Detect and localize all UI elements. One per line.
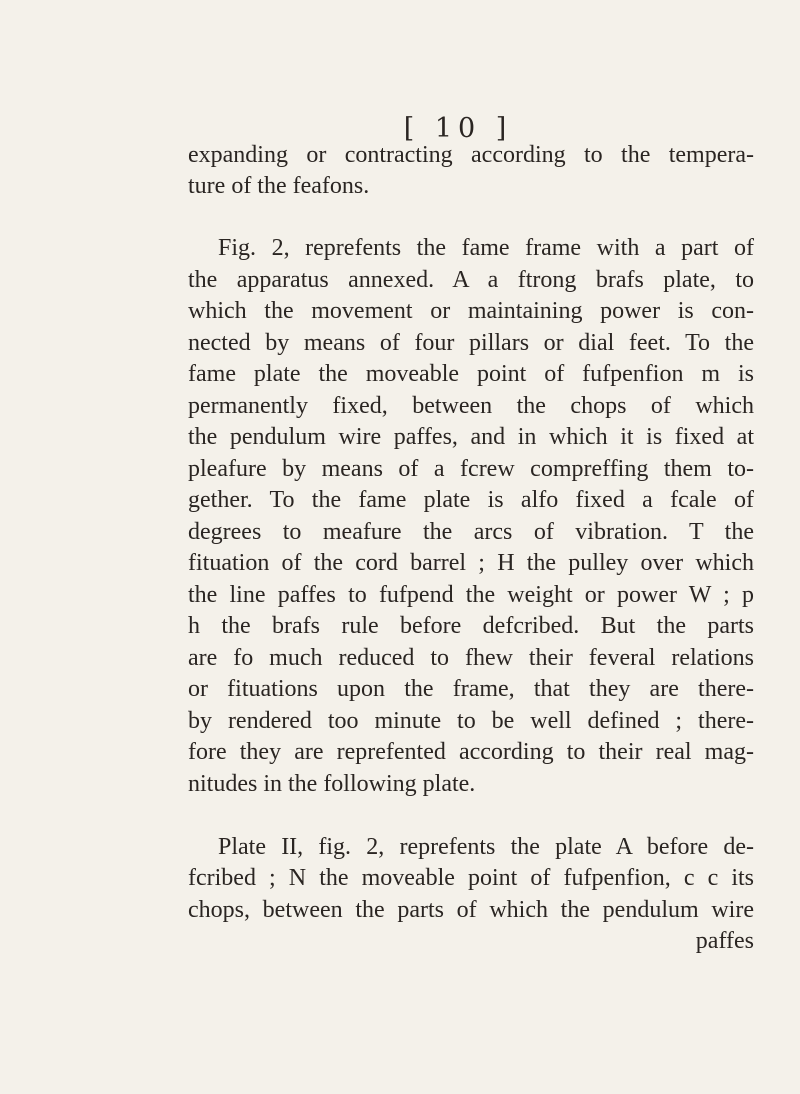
text-line: nected by means of four pillars or dial feet. To the	[188, 330, 754, 356]
text-line: fore they are reprefented according to their real mag-	[188, 739, 754, 765]
text-line: paffes	[695, 928, 754, 954]
text-line: which the movement or maintaining power is con-	[188, 298, 754, 324]
text-line: ture of the feafons.	[188, 173, 370, 199]
page-number: [ 10 ]	[403, 112, 513, 144]
text-line: nitudes in the following plate.	[188, 771, 476, 797]
text-line: the pendulum wire paffes, and in which it is fixed at	[188, 424, 754, 450]
text-line: the apparatus annexed. A a ftrong brafs plate, to	[188, 267, 754, 293]
text-line: Plate II, fig. 2, reprefents the plate A before de-	[218, 834, 754, 860]
text-line: by rendered too minute to be well defined ; there-	[188, 708, 754, 734]
text-line: fcribed ; N the moveable point of fufpenfion, c c its	[188, 865, 754, 891]
text-line: h the brafs rule before defcribed. But the parts	[188, 613, 754, 639]
text-line: or fituations upon the frame, that they are there-	[188, 676, 754, 702]
text-line: chops, between the parts of which the pendulum wire	[188, 897, 754, 923]
text-line: are fo much reduced to fhew their feveral relations	[188, 645, 754, 671]
text-line: fituation of the cord barrel ; H the pulley over which	[188, 550, 754, 576]
text-line: fame plate the moveable point of fufpenfion m is	[188, 361, 754, 387]
text-line: Fig. 2, reprefents the fame frame with a part of	[218, 235, 754, 261]
text-line: the line paffes to fufpend the weight or power W ; p	[188, 582, 754, 608]
text-line: pleafure by means of a fcrew compreffing them to-	[188, 456, 754, 482]
text-line: permanently fixed, between the chops of which	[188, 393, 754, 419]
text-line: expanding or contracting according to the tempera-	[188, 142, 754, 168]
text-line: degrees to meafure the arcs of vibration. T the	[188, 519, 754, 545]
text-line: gether. To the fame plate is alfo fixed a fcale of	[188, 487, 754, 513]
